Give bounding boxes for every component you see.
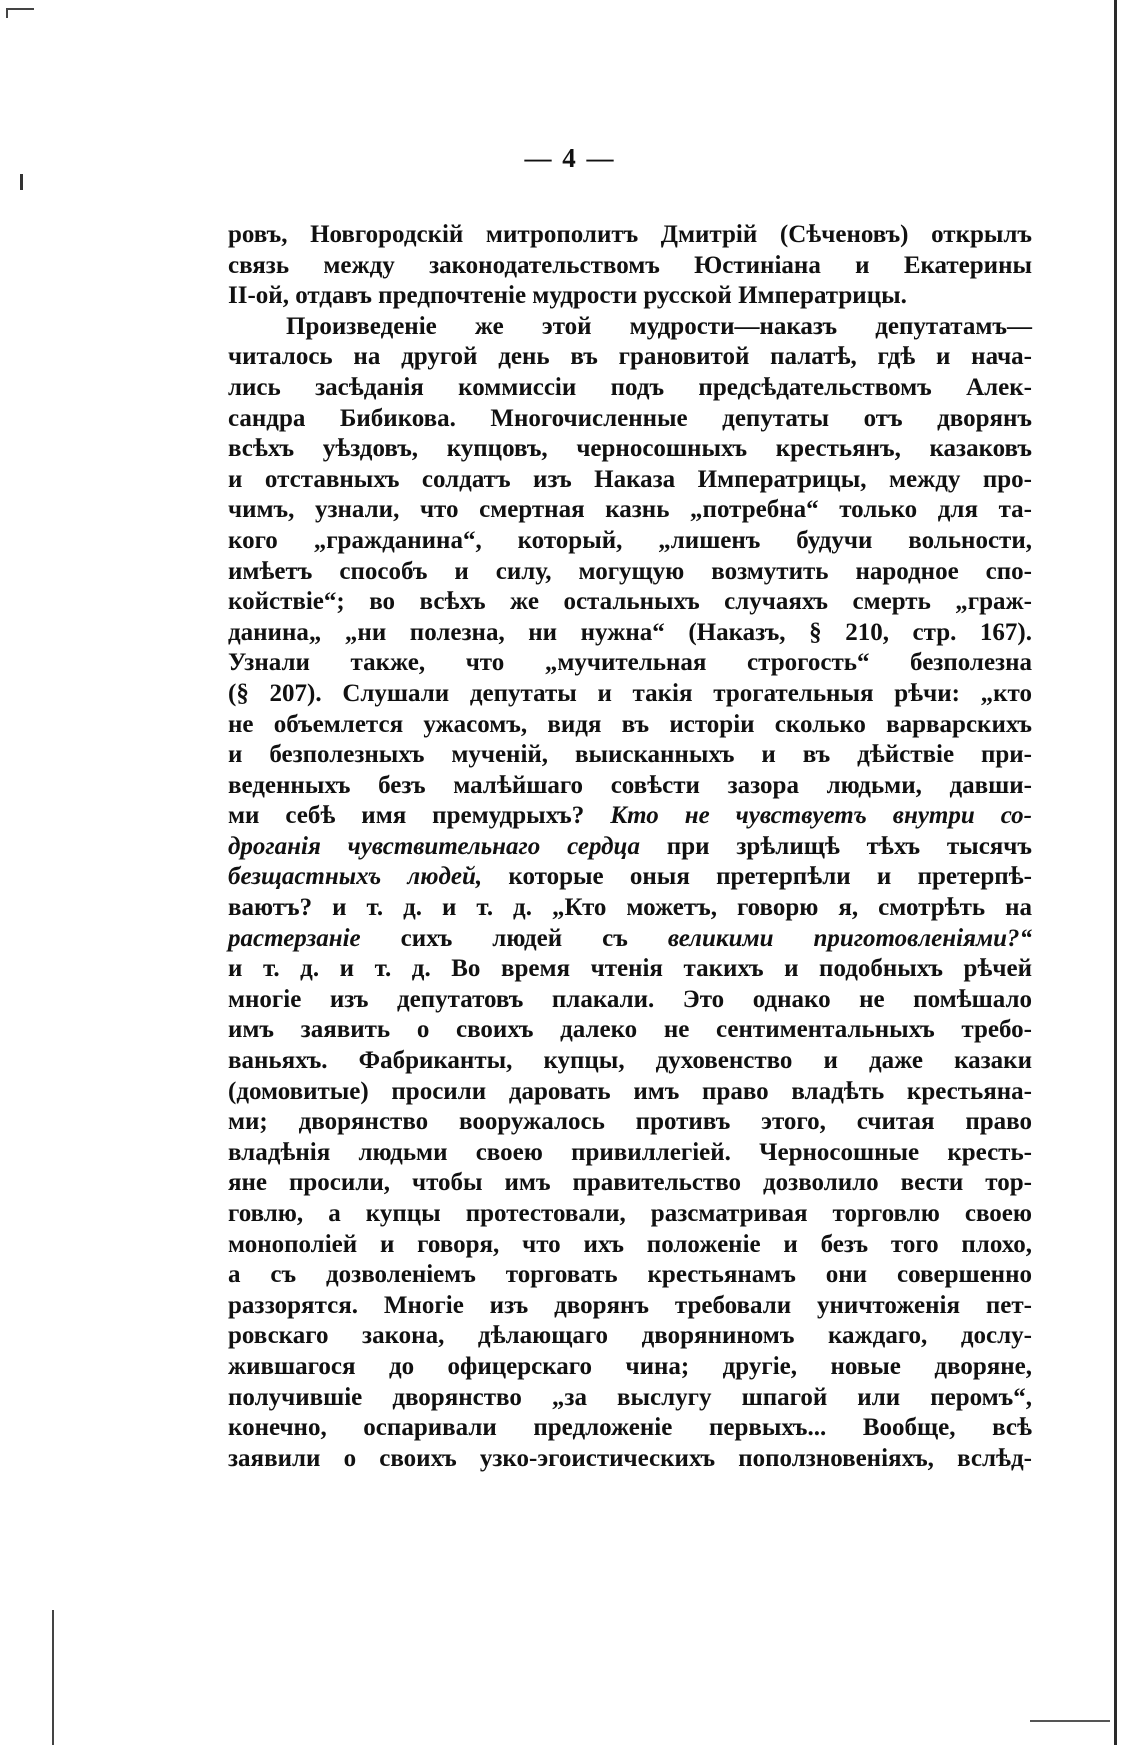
text-run: которые оныя претерпѣли и претерпѣ-: [508, 863, 1033, 891]
text-line: говлю, а купцы протестовали, разсматривая торговлю своею: [228, 1200, 1032, 1227]
text-line: (домовитые) просили даровать имъ право владѣть крестьяна-: [228, 1077, 1032, 1105]
text-run: сихъ людей съ: [400, 924, 628, 952]
scan-margin-dash: [20, 174, 23, 190]
text-line: не объемлется ужасомъ, видя въ исторіи сколько варварскихъ: [228, 710, 1032, 738]
text-line: ровъ, Новгородскій митрополитъ Дмитрій (Сѣченовъ) открылъ: [228, 221, 1032, 248]
text-line: а съ дозволеніемъ торговать крестьянамъ они совершенно: [228, 1261, 1032, 1289]
body-text: [228, 220, 1032, 1474]
text-line: койствіе“; во всѣхъ же остальныхъ случаяхъ смерть „граж-: [228, 588, 1032, 616]
italic-run: великими приготовленіями?“: [667, 924, 1033, 952]
text-line: имъ заявить о своихъ далеко не сентиментальныхъ требо-: [228, 1016, 1032, 1044]
text-run: при зрѣлищѣ тѣхъ тысячъ: [666, 832, 1032, 860]
text-line: [228, 862, 1032, 893]
text-line: яне просили, чтобы имъ правительство дозволило вести тор-: [228, 1169, 1032, 1197]
text-line: и отставныхъ солдатъ изъ Наказа Императрицы, между про-: [228, 465, 1032, 493]
text-line: заявили о своихъ узко-эгоистическихъ поползновеніяхъ, вслѣд-: [228, 1444, 1032, 1472]
scan-left-edge: [52, 1610, 54, 1745]
text-line: (§ 207). Слушали депутаты и такія трогательныя рѣчи: „кто: [228, 679, 1032, 707]
text-line: [228, 832, 1032, 863]
text-line: и т. д. и т. д. Во время чтенія такихъ и подобныхъ рѣчей: [228, 955, 1032, 983]
text-line: ваньяхъ. Фабриканты, купцы, духовенство и даже казаки: [228, 1047, 1032, 1075]
text-line: раззорятся. Многіе изъ дворянъ требовали уничтоженія пет-: [228, 1291, 1032, 1319]
text-line: ми; дворянство вооружалось противъ этого, считая право: [228, 1108, 1032, 1136]
text-line: чимъ, узнали, что смертная казнь „потребна“ только для та-: [228, 496, 1032, 524]
scan-corner-tick: [6, 8, 8, 18]
text-line: связь между законодательствомъ Юстиніана и Екатерины: [228, 251, 1032, 279]
text-line: всѣхъ уѣздовъ, купцовъ, черносошныхъ крестьянъ, казаковъ: [228, 435, 1032, 463]
text-line: Узнали также, что „мучительная строгость“ безполезна: [228, 649, 1032, 677]
italic-run: безщастныхъ людей,: [228, 863, 483, 891]
text-line: сандра Бибикова. Многочисленные депутаты отъ дворянъ: [228, 404, 1032, 432]
italic-run: растерзаніе: [228, 924, 361, 952]
scan-bottom-rule: [1030, 1720, 1110, 1722]
text-line: конечно, оспаривали предложеніе первыхъ... Вообще, всѣ: [228, 1414, 1032, 1442]
text-line: [228, 801, 1032, 832]
italic-run: Кто не чувствуетъ внутри со-: [610, 802, 1033, 830]
text-line: многіе изъ депутатовъ плакали. Это однако не помѣшало: [228, 985, 1032, 1013]
text-line: читалось на другой день въ грановитой палатѣ, гдѣ и нача-: [228, 343, 1032, 371]
text-line: [228, 924, 1032, 955]
text-line: данина„ „ни полезна, ни нужна“ (Наказъ, § 210, стр. 167).: [228, 618, 1032, 646]
text-line: II-ой, отдавъ предпочтеніе мудрости русской Императрицы.: [228, 282, 907, 310]
text-line: веденныхъ безъ малѣйшаго совѣсти зазора людьми, давши-: [228, 771, 1032, 799]
text-line: кого „гражданина“, который, „лишенъ будучи вольности,: [228, 526, 1032, 554]
scan-right-edge: [1114, 0, 1117, 1745]
page-number: — 4 —: [524, 143, 616, 173]
italic-run: дроганія чувствительнаго сердца: [228, 832, 640, 860]
text-run: ми себѣ имя премудрыхъ?: [228, 802, 585, 830]
text-line: владѣнія людьми своею привиллегіей. Черносошные кресть-: [228, 1138, 1032, 1166]
text-line: и безполезныхъ мученій, выисканныхъ и въ дѣйствіе при-: [228, 741, 1032, 769]
text-line: имѣетъ способъ и силу, могущую возмутить народное спо-: [228, 557, 1032, 585]
text-line: жившагося до офицерскаго чина; другіе, новые дворяне,: [228, 1352, 1032, 1380]
scan-corner-mark: [6, 8, 34, 10]
text-line: ваютъ? и т. д. и т. д. „Кто можетъ, говорю я, смотрѣть на: [228, 894, 1032, 922]
text-line: Произведеніе же этой мудрости—наказъ депутатамъ—: [286, 312, 1032, 340]
text-line: лись засѣданія коммиссіи подъ предсѣдательствомъ Алек-: [228, 373, 1032, 401]
text-line: получившіе дворянство „за выслугу шпагой или перомъ“,: [228, 1383, 1032, 1411]
text-line: монополіей и говоря, что ихъ положеніе и безъ того плохо,: [228, 1230, 1032, 1258]
text-line: ровскаго закона, дѣлающаго дворяниномъ каждаго, дослу-: [228, 1322, 1032, 1350]
